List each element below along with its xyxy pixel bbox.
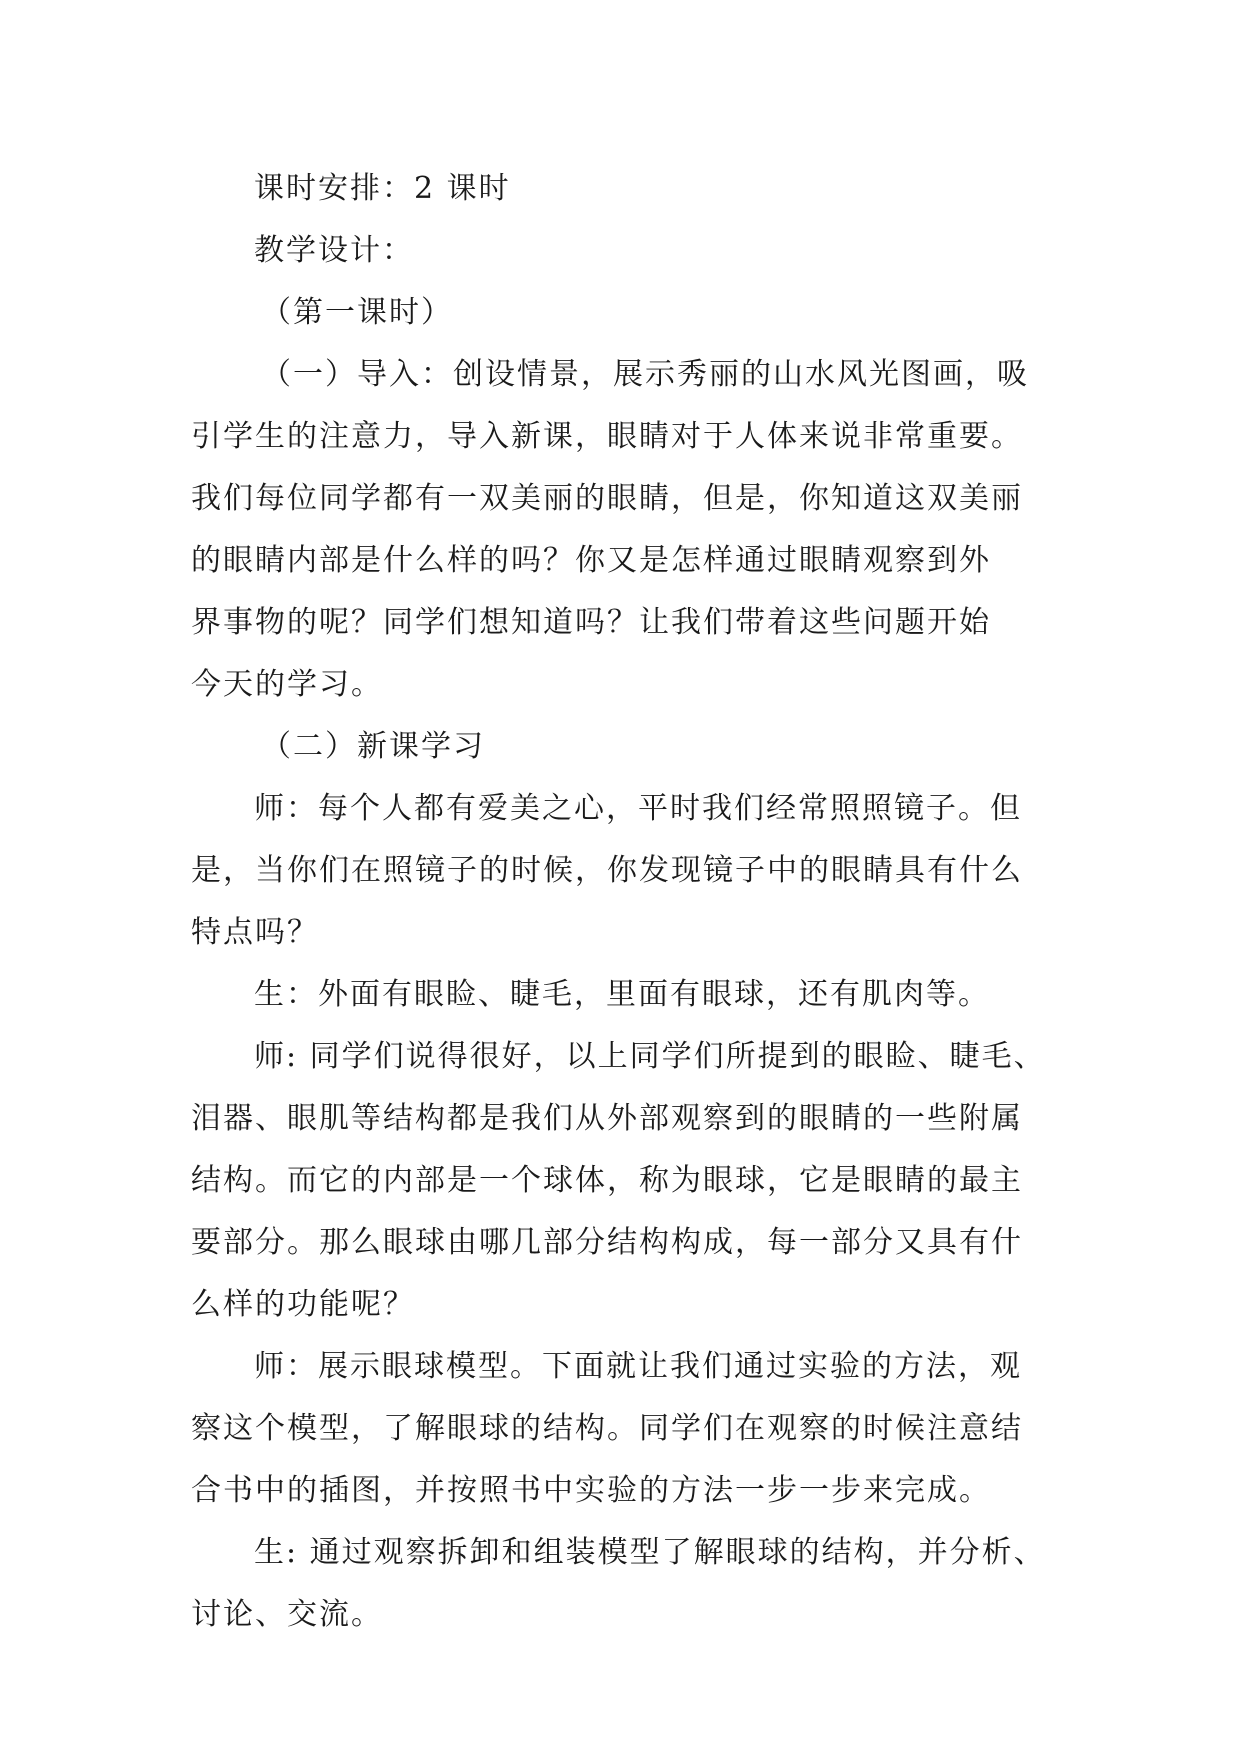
paragraph-line: 师：每个人都有爱美之心，平时我们经常照照镜子。但 (254, 791, 1022, 826)
paragraph-line: 泪器、眼肌等结构都是我们从外部观察到的眼睛的一些附属 (191, 1101, 1023, 1136)
paragraph-line: 引学生的注意力，导入新课，眼睛对于人体来说非常重要。 (191, 419, 1023, 454)
paragraph-line: （一）导入：创设情景，展示秀丽的山水风光图画，吸 (261, 357, 1029, 392)
paragraph-line: 我们每位同学都有一双美丽的眼睛，但是，你知道这双美丽 (191, 481, 1023, 516)
paragraph-line: 讨论、交流。 (191, 1597, 383, 1632)
paragraph-line: 是，当你们在照镜子的时候，你发现镜子中的眼睛具有什么 (191, 853, 1023, 888)
class-hours-line: 课时安排：2 课时 (254, 171, 511, 206)
document-page (191, 158, 1051, 1646)
paragraph-line: 师: 同学们说得很好，以上同学们所提到的眼睑、睫毛、 (254, 1039, 1046, 1074)
paragraph-line: 特点吗？ (191, 915, 319, 950)
paragraph-line: 的眼睛内部是什么样的吗？你又是怎样通过眼睛观察到外 (191, 543, 991, 578)
paragraph-line: 师：展示眼球模型。下面就让我们通过实验的方法，观 (254, 1349, 1022, 1384)
paragraph-line: 要部分。那么眼球由哪几部分结构构成，每一部分又具有什 (191, 1225, 1023, 1260)
paragraph-line: 界事物的呢？同学们想知道吗？让我们带着这些问题开始 (191, 605, 991, 640)
section-heading: （二）新课学习 (261, 729, 485, 764)
paragraph-line: 么样的功能呢？ (191, 1287, 415, 1322)
paragraph-line: 今天的学习。 (191, 667, 383, 702)
paragraph-line: 察这个模型，了解眼球的结构。同学们在观察的时候注意结 (191, 1411, 1023, 1446)
paragraph-line: 生：外面有眼睑、睫毛，里面有眼球，还有肌肉等。 (254, 977, 990, 1012)
paragraph-line: 结构。而它的内部是一个球体，称为眼球，它是眼睛的最主 (191, 1163, 1023, 1198)
first-lesson-heading: （第一课时） (261, 295, 453, 330)
paragraph-line: 生: 通过观察拆卸和组装模型了解眼球的结构，并分析、 (254, 1535, 1046, 1570)
teaching-design-heading: 教学设计： (254, 233, 414, 268)
paragraph-line: 合书中的插图，并按照书中实验的方法一步一步来完成。 (191, 1473, 991, 1508)
